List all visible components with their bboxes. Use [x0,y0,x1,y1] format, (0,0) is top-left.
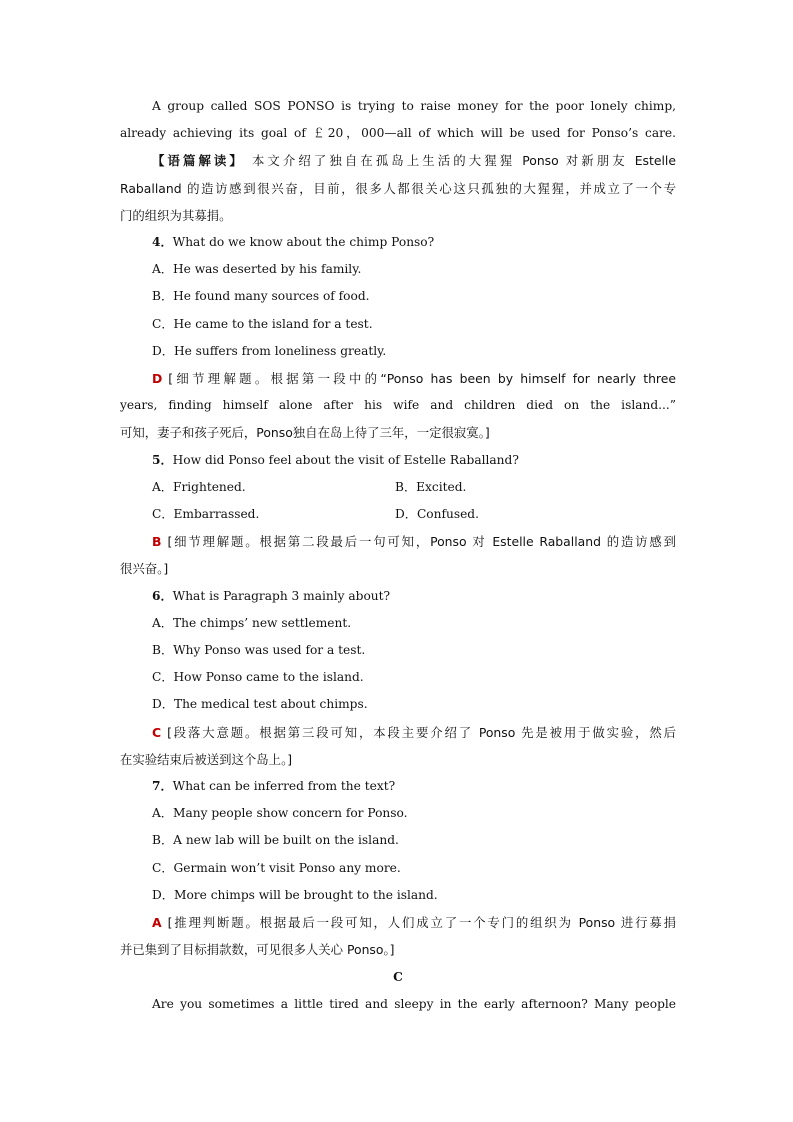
interpretation-title: 【语篇解读】 [152,153,245,169]
option: B．A new lab will be built on the island. [152,833,399,848]
question-stem: 6．What is Paragraph 3 mainly about? [152,588,391,603]
explanation-text: [段落大意题。根据第三段可知，本段主要介绍了 Ponso 先是被用于做实验，然后 [167,724,676,740]
explanation-line: 可知，妻子和孩子死后，Ponso独自在岛上待了三年，一定很寂寞。] [120,425,490,441]
question-number: 4 [152,235,161,250]
question-text: What do we know about the chimp Ponso? [172,235,435,250]
answer-line [120,719,676,746]
option-row [120,501,676,528]
option: B．Excited. [395,479,467,494]
interpretation-line [120,147,676,174]
question-stem: 7．What can be inferred from the text? [152,779,396,794]
option: C．He came to the island for a test. [152,316,373,331]
option: B．He found many sources of food. [152,289,370,304]
document-content [120,93,676,1018]
question-text: What can be inferred from the text? [172,779,396,794]
explanation-line: years, finding himself alone after his wife and children died on the island...” [120,398,676,413]
option: A．Many people show concern for Ponso. [152,806,408,821]
option: C．Embarrassed. [152,507,260,522]
passage-line: already achieving its goal of ￡20，000—all of which will be used for Ponso’s care. [120,126,676,141]
option: C．How Ponso came to the island. [152,670,364,685]
interpretation-line: 门的组织为其募捐。 [120,207,232,223]
passage-line: Are you sometimes a little tired and sleepy in the early afternoon? Many people [152,996,676,1011]
interpretation-line: Raballand 的造访感到很兴奋，目前，很多人都很关心这只孤独的大猩猩，并成立了一个专 [120,180,676,196]
option: D．The medical test about chimps. [152,697,368,712]
passage-line: A group called SOS PONSO is trying to raise money for the poor lonely chimp, [152,99,676,113]
explanation-text: [细节理解题。根据第一段中的“Ponso has been by himself for nearly three [168,371,676,387]
answer-letter: A [152,915,162,931]
question-stem: 5．How did Ponso feel about the visit of Estelle Raballand? [152,452,519,467]
option: D．Confused. [395,507,479,522]
question-text: How did Ponso feel about the visit of Estelle Raballand? [172,452,519,467]
option: A．The chimps’ new settlement. [152,615,352,630]
explanation-line: 很兴奋。] [120,561,169,577]
interpretation-text: 本文介绍了独自在孤岛上生活的大猩猩 Ponso 对新朋友 Estelle [251,153,676,169]
explanation-line: 在实验结束后被送到这个岛上。] [120,751,293,767]
explanation-text: [细节理解题。根据第二段最后一句可知，Ponso 对 Estelle Raballand 的造访感到 [167,534,676,550]
answer-letter: B [152,534,162,550]
section-label: C [393,969,403,984]
option: B．Why Ponso was used for a test. [152,643,366,658]
option-row [120,474,676,501]
answer-letter: D [152,371,163,387]
option: A．He was deserted by his family. [152,262,362,277]
option: A．Frightened. [152,479,246,494]
option: C．Germain won’t visit Ponso any more. [152,860,401,875]
question-number: 6 [152,588,161,603]
question-text: What is Paragraph 3 mainly about? [172,588,391,603]
answer-line [120,909,676,936]
answer-line [120,365,676,392]
question-number: 7 [152,779,161,794]
option: D．He suffers from loneliness greatly. [152,343,387,358]
question-stem: 4．What do we know about the chimp Ponso? [152,235,435,250]
explanation-text: [推理判断题。根据最后一段可知，人们成立了一个专门的组织为 Ponso 进行募捐 [167,915,676,931]
question-number: 5 [152,452,161,467]
option: D．More chimps will be brought to the island. [152,887,438,902]
answer-line [120,528,676,555]
answer-letter: C [152,724,162,740]
explanation-line: 并已集到了目标捐款数，可见很多人关心 Ponso。] [120,942,395,958]
